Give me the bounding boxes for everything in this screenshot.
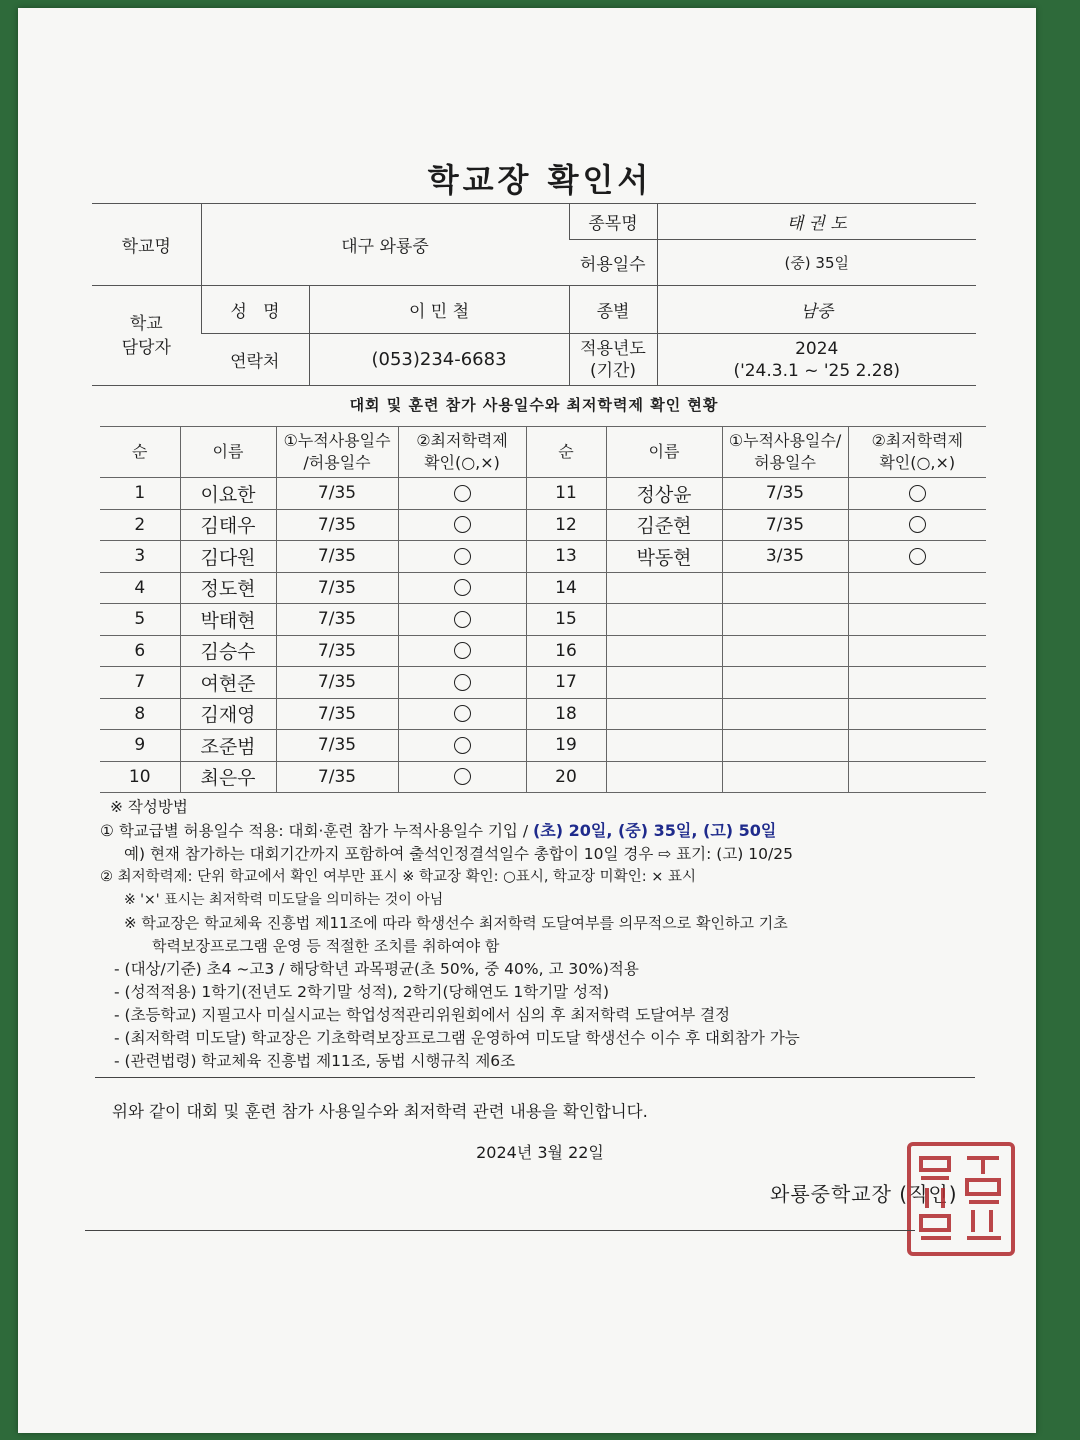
row-no: 7 (100, 667, 180, 699)
row-no-2: 14 (526, 572, 606, 604)
row-days-2 (722, 572, 848, 604)
row-check (398, 509, 526, 541)
col-check-2: ②최저학력제 확인(○,×) (848, 427, 986, 478)
check-circle-icon (454, 737, 471, 754)
row-no: 9 (100, 730, 180, 762)
allow-days-label: 허용일수 (569, 240, 657, 286)
school-value: 대구 와룡중 (201, 204, 569, 286)
participants-table (100, 426, 986, 793)
row-no: 5 (100, 604, 180, 636)
row-days-2: 3/35 (722, 541, 848, 573)
gender-value: 남중 (657, 286, 976, 334)
row-no-2: 17 (526, 667, 606, 699)
row-name-2 (606, 667, 722, 699)
table-row (100, 572, 986, 604)
row-check (398, 541, 526, 573)
row-check-2 (848, 761, 986, 793)
check-circle-icon (454, 548, 471, 565)
row-check (398, 667, 526, 699)
row-name-2 (606, 572, 722, 604)
row-check-2 (848, 730, 986, 762)
table-row (100, 509, 986, 541)
manager-label: 학교 담당자 (92, 286, 201, 386)
row-check (398, 572, 526, 604)
note-1 (100, 819, 1020, 843)
col-days: ①누적사용일수 /허용일수 (276, 427, 398, 478)
row-check-2 (848, 635, 986, 667)
col-no: 순 (100, 427, 180, 478)
confirm-text: 위와 같이 대회 및 훈련 참가 사용일수와 최저학력 관련 내용을 확인합니다. (112, 1102, 648, 1121)
year-label: 적용년도 (기간) (569, 334, 657, 386)
row-no: 4 (100, 572, 180, 604)
notes (100, 796, 1020, 1073)
row-no: 2 (100, 509, 180, 541)
row-no-2: 20 (526, 761, 606, 793)
row-no: 6 (100, 635, 180, 667)
row-days: 7/35 (276, 541, 398, 573)
col-name: 이름 (180, 427, 276, 478)
table-row (100, 698, 986, 730)
row-no: 10 (100, 761, 180, 793)
row-check-2 (848, 667, 986, 699)
row-days: 7/35 (276, 572, 398, 604)
row-check (398, 635, 526, 667)
row-days: 7/35 (276, 509, 398, 541)
table-row (100, 541, 986, 573)
detail-1: - (대상/기준) 초4 ~고3 / 해당학년 과목평균(초 50%, 중 40%, 고 30%)적용 (114, 960, 639, 978)
name-label: 성 명 (201, 286, 309, 334)
notes-heading: ※ 작성방법 (110, 798, 188, 816)
year-cell (657, 334, 976, 386)
row-check-2 (848, 698, 986, 730)
row-name-2: 박동현 (606, 541, 722, 573)
row-name: 정도현 (180, 572, 276, 604)
check-circle-icon (454, 611, 471, 628)
row-days-2 (722, 604, 848, 636)
check-circle-icon (454, 579, 471, 596)
document-title: 학교장 확인서 (427, 161, 653, 199)
check-circle-icon (454, 485, 471, 502)
table-row (100, 478, 986, 510)
detail-3: - (초등학교) 지필고사 미실시교는 학업성적관리위원회에서 심의 후 최저학력 도달여부 결정 (114, 1006, 731, 1024)
row-name-2 (606, 698, 722, 730)
gender-label: 종별 (569, 286, 657, 334)
row-check-2 (848, 478, 986, 510)
year-value: 2024 (795, 338, 839, 359)
row-check-2 (848, 572, 986, 604)
row-no-2: 13 (526, 541, 606, 573)
name-value: 이 민 철 (309, 286, 569, 334)
row-no: 1 (100, 478, 180, 510)
check-circle-icon (909, 516, 926, 533)
official-seal-stamp (903, 1138, 1019, 1260)
row-no-2: 12 (526, 509, 606, 541)
info-table (92, 203, 976, 386)
row-days-2 (722, 761, 848, 793)
row-check-2 (848, 541, 986, 573)
row-name: 여현준 (180, 667, 276, 699)
col-days-2: ①누적사용일수/ 허용일수 (722, 427, 848, 478)
contact-label: 연락처 (201, 334, 309, 386)
row-name: 박태현 (180, 604, 276, 636)
issue-date: 2024년 3월 22일 (476, 1143, 604, 1162)
row-check (398, 761, 526, 793)
note-1-example: 예) 현재 참가하는 대회기간까지 포함하여 출석인정결석일수 총합이 10일 경우 ⇨ 표기: (고) 10/25 (124, 845, 793, 863)
row-days-2: 7/35 (722, 478, 848, 510)
col-check: ②최저학력제 확인(○,×) (398, 427, 526, 478)
separator-bottom (85, 1230, 915, 1231)
row-no-2: 18 (526, 698, 606, 730)
note-2-b2: 학력보장프로그램 운영 등 적절한 조치를 취하여야 함 (152, 937, 500, 955)
row-check (398, 698, 526, 730)
row-days: 7/35 (276, 604, 398, 636)
row-check (398, 604, 526, 636)
row-no-2: 15 (526, 604, 606, 636)
detail-4: - (최저학력 미도달) 학교장은 기초학력보장프로그램 운영하여 미도달 학생선수 이수 후 대회참가 가능 (114, 1029, 800, 1047)
col-name-2: 이름 (606, 427, 722, 478)
row-days-2 (722, 635, 848, 667)
row-name-2 (606, 604, 722, 636)
detail-2: - (성적적용) 1학기(전년도 2학기말 성적), 2학기(당해연도 1학기말 성적) (114, 983, 610, 1001)
check-circle-icon (454, 768, 471, 785)
school-label: 학교명 (92, 204, 201, 286)
row-name-2: 정상윤 (606, 478, 722, 510)
row-name: 김승수 (180, 635, 276, 667)
row-name: 김재영 (180, 698, 276, 730)
row-no: 8 (100, 698, 180, 730)
note-1-highlight: (초) 20일, (중) 35일, (고) 50일 (532, 821, 777, 840)
separator-top (95, 1077, 975, 1078)
row-name: 조준범 (180, 730, 276, 762)
row-days: 7/35 (276, 730, 398, 762)
row-days: 7/35 (276, 478, 398, 510)
check-circle-icon (454, 674, 471, 691)
row-name-2: 김준현 (606, 509, 722, 541)
row-days: 7/35 (276, 667, 398, 699)
row-check-2 (848, 604, 986, 636)
contact-value: (053)234-6683 (309, 334, 569, 386)
row-check (398, 478, 526, 510)
row-no: 3 (100, 541, 180, 573)
signer: 와룡중학교장 (직인) (770, 1182, 958, 1206)
row-no-2: 19 (526, 730, 606, 762)
row-check-2 (848, 509, 986, 541)
row-name-2 (606, 730, 722, 762)
row-days: 7/35 (276, 761, 398, 793)
row-name: 김태우 (180, 509, 276, 541)
row-no-2: 16 (526, 635, 606, 667)
table-row (100, 635, 986, 667)
table-row (100, 761, 986, 793)
row-no-2: 11 (526, 478, 606, 510)
event-label: 종목명 (569, 204, 657, 240)
table-row (100, 730, 986, 762)
col-no-2: 순 (526, 427, 606, 478)
check-circle-icon (909, 548, 926, 565)
check-circle-icon (454, 705, 471, 722)
detail-5: - (관련법령) 학교체육 진흥법 제11조, 동법 시행규칙 제6조 (114, 1052, 516, 1070)
row-name: 김다원 (180, 541, 276, 573)
check-circle-icon (454, 516, 471, 533)
note-2-b1: ※ 학교장은 학교체육 진흥법 제11조에 따라 학생선수 최저학력 도달여부를 의무적으로 확인하고 기초 (124, 914, 788, 932)
check-circle-icon (454, 642, 471, 659)
row-days: 7/35 (276, 698, 398, 730)
event-value: 태 권 도 (657, 204, 976, 240)
period-value: ('24.3.1 ~ '25 2.28) (733, 360, 901, 381)
table-row (100, 604, 986, 636)
row-days-2 (722, 667, 848, 699)
table-row (100, 667, 986, 699)
row-name-2 (606, 761, 722, 793)
table-title: 대회 및 훈련 참가 사용일수와 최저학력제 확인 현황 (349, 396, 719, 414)
row-name-2 (606, 635, 722, 667)
row-name: 최은우 (180, 761, 276, 793)
note-1-text: ① 학교급별 허용일수 적용: 대회·훈련 참가 누적사용일수 기입 / (100, 822, 533, 840)
row-days-2 (722, 698, 848, 730)
row-days-2: 7/35 (722, 509, 848, 541)
row-days-2 (722, 730, 848, 762)
row-days: 7/35 (276, 635, 398, 667)
note-2-a: ※ '×' 표시는 최저학력 미도달을 의미하는 것이 아님 (124, 892, 444, 908)
row-check (398, 730, 526, 762)
note-2: ② 최저학력제: 단위 학교에서 확인 여부만 표시 ※ 학교장 확인: ○표시, 학교장 미확인: × 표시 (100, 869, 696, 885)
check-circle-icon (909, 485, 926, 502)
allow-days-value: (중) 35일 (657, 240, 976, 286)
row-name: 이요한 (180, 478, 276, 510)
